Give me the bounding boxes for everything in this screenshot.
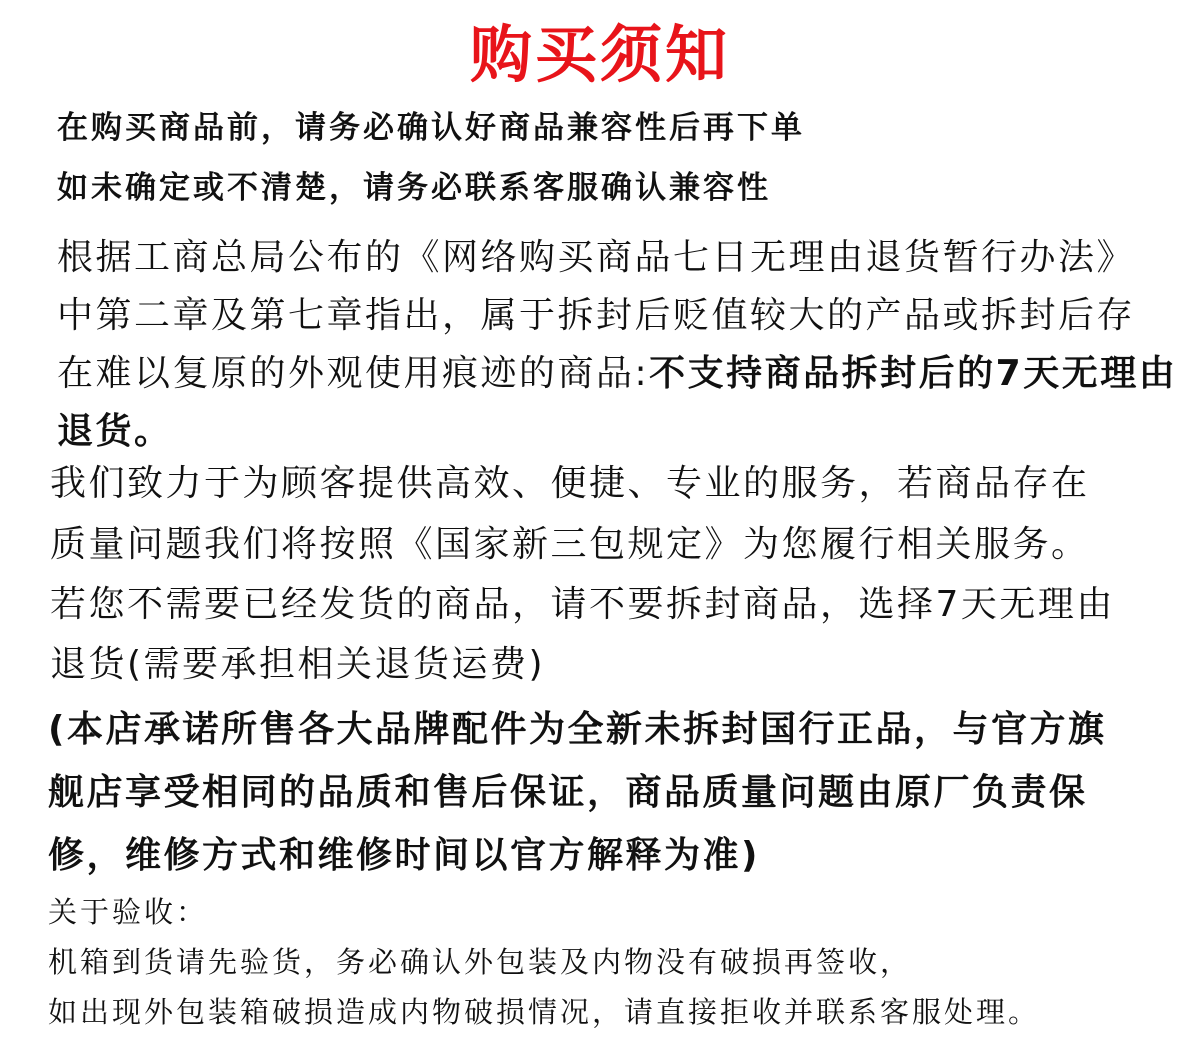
policy-line: 根据工商总局公布的《网络购买商品七日无理由退货暂行办法》 xyxy=(57,237,1136,278)
notice-line: 如未确定或不清楚，请务必联系客服确认兼容性 xyxy=(57,170,771,206)
policy-emphasis-text: 不支持商品拆封后的7天无理由 xyxy=(649,353,1178,394)
promise-line: (本店承诺所售各大品牌配件为全新未拆封国行正品，与官方旗 xyxy=(48,709,1107,750)
policy-line xyxy=(57,351,1177,397)
policy-line-text: 在难以复原的外观使用痕迹的商品: xyxy=(57,353,650,394)
service-line: 若您不需要已经发货的商品，请不要拆封商品，选择7天无理由 xyxy=(50,584,1115,625)
service-line: 质量问题我们将按照《国家新三包规定》为您履行相关服务。 xyxy=(50,524,1090,565)
acceptance-heading: 关于验收： xyxy=(48,895,209,929)
service-line: 我们致力于为顾客提供高效、便捷、专业的服务，若商品存在 xyxy=(50,463,1090,504)
service-line: 退货(需要承担相关退货运费) xyxy=(50,644,546,685)
promise-line: 舰店享受相同的品质和售后保证，商品质量问题由原厂负责保 xyxy=(48,772,1088,813)
acceptance-line: 如出现外包装箱破损造成内物破损情况，请直接拒收并联系客服处理。 xyxy=(48,995,1041,1029)
page-title: 购买须知 xyxy=(469,18,730,91)
acceptance-line: 机箱到货请先验货，务必确认外包装及内物没有破损再签收， xyxy=(48,945,913,979)
policy-line: 中第二章及第七章指出，属于拆封后贬值较大的产品或拆封后存 xyxy=(57,295,1136,336)
notice-line: 在购买商品前，请务必确认好商品兼容性后再下单 xyxy=(57,110,805,146)
promise-line: 修，维修方式和维修时间以官方解释为准) xyxy=(48,835,760,876)
policy-line: 退货。 xyxy=(57,411,173,452)
